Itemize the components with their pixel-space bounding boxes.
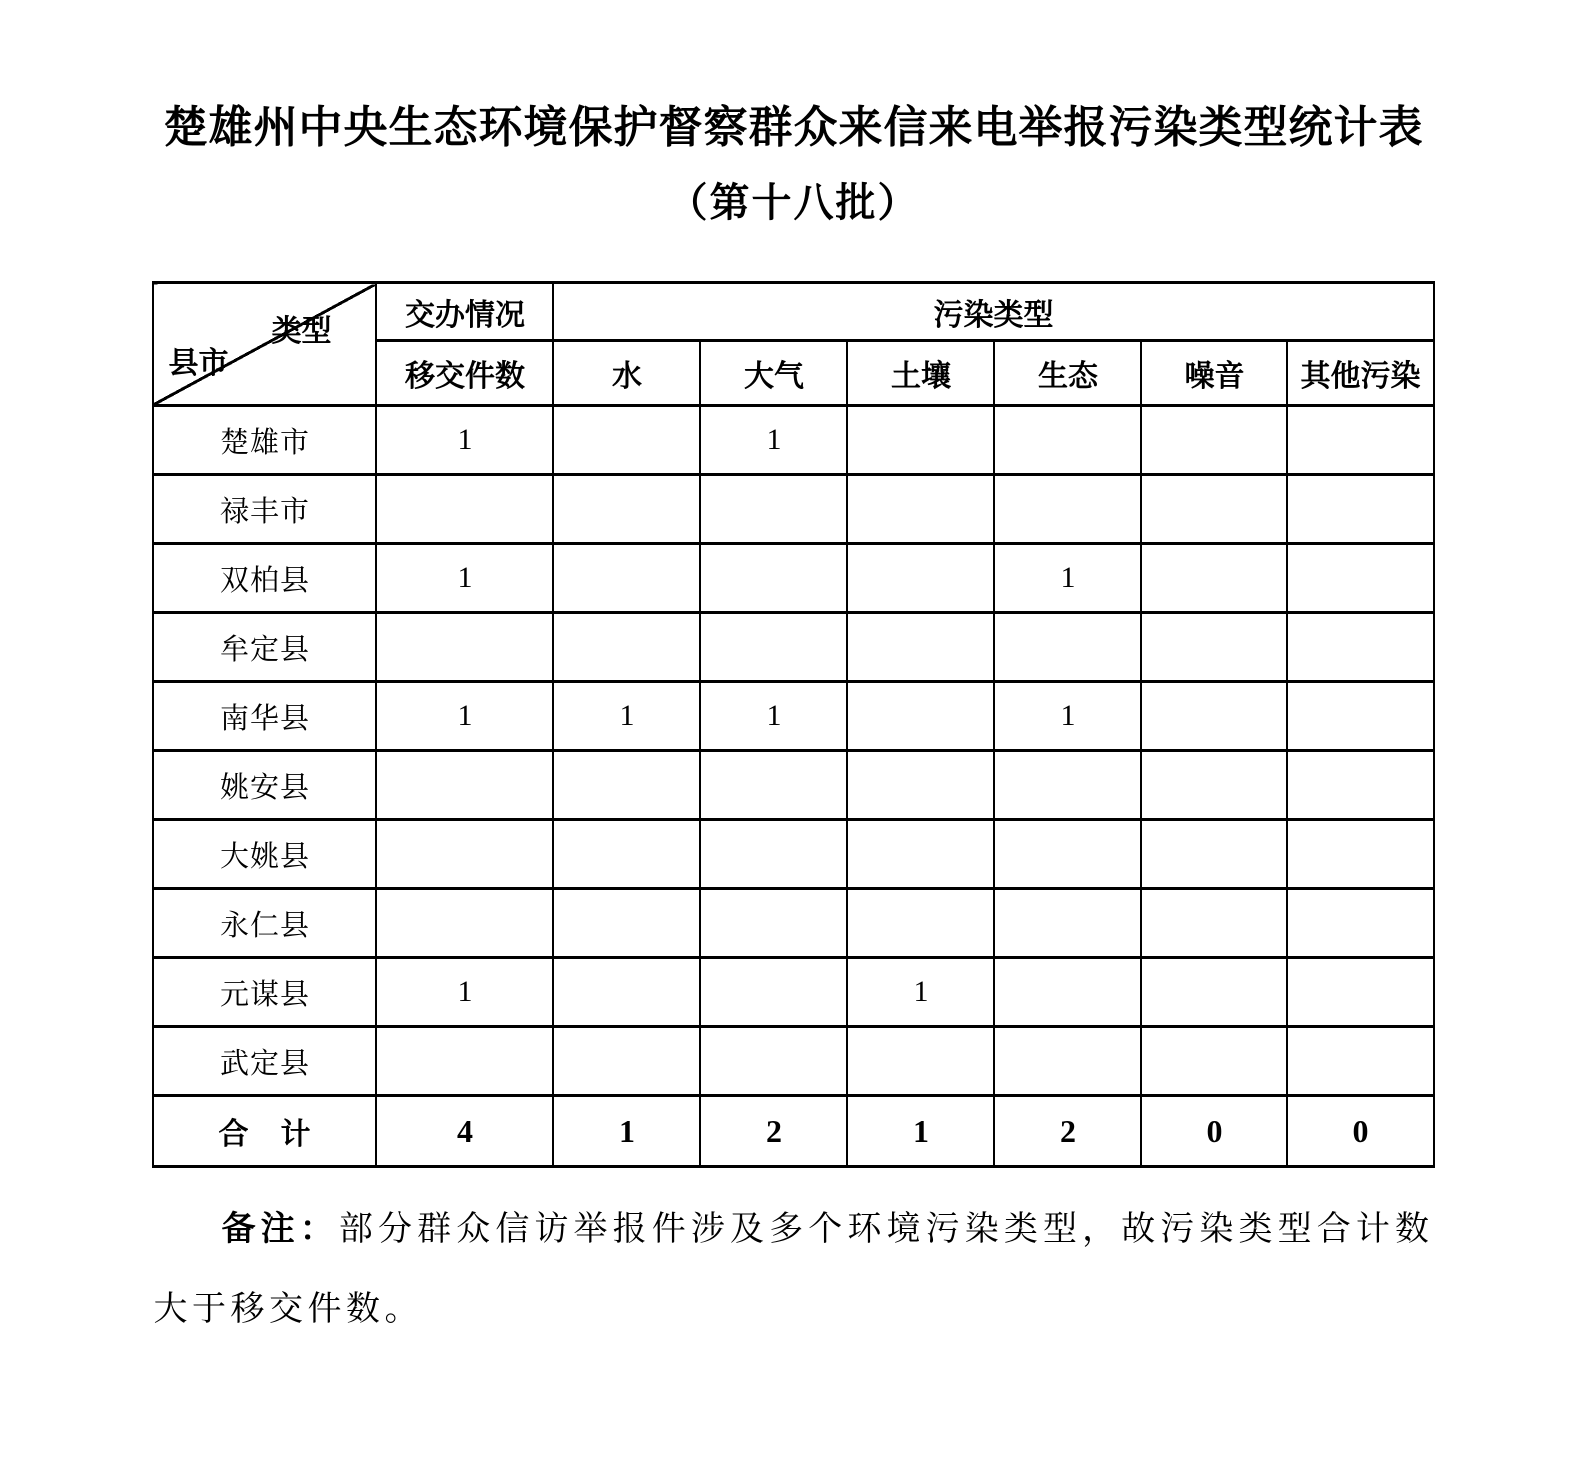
cell-value: [700, 820, 847, 889]
cell-value: [1141, 406, 1287, 475]
cell-value: [847, 475, 994, 544]
cell-value: [700, 475, 847, 544]
cell-value: [994, 820, 1141, 889]
cell-value: [847, 1027, 994, 1096]
cell-value: [1287, 475, 1433, 544]
cell-value: 2: [994, 1096, 1141, 1167]
cell-value: [1287, 751, 1433, 820]
column-header-6: 其他污染: [1287, 341, 1433, 406]
cell-value: 4: [376, 1096, 553, 1167]
cell-value: [553, 406, 700, 475]
corner-label-type: 类型: [271, 315, 332, 348]
cell-value: [700, 613, 847, 682]
cell-value: 1: [700, 682, 847, 751]
column-header-2: 大气: [700, 341, 847, 406]
cell-value: [553, 889, 700, 958]
cell-value: 1: [994, 544, 1141, 613]
total-row-label: 合 计: [153, 1096, 376, 1167]
cell-value: [700, 751, 847, 820]
cell-value: [847, 889, 994, 958]
cell-value: [1141, 820, 1287, 889]
cell-value: 1: [553, 682, 700, 751]
cell-value: [847, 613, 994, 682]
cell-value: [847, 682, 994, 751]
column-header-5: 噪音: [1141, 341, 1287, 406]
row-label: 元谋县: [153, 958, 376, 1027]
cell-value: [994, 889, 1141, 958]
footnote: [154, 1190, 1434, 1350]
column-header-4: 生态: [994, 341, 1141, 406]
row-label: 武定县: [153, 1027, 376, 1096]
cell-value: 1: [994, 682, 1141, 751]
cell-value: [847, 751, 994, 820]
table-row: [153, 544, 1433, 613]
cell-value: [553, 751, 700, 820]
table-row: [153, 751, 1433, 820]
document-page: [0, 100, 1587, 1483]
cell-value: [1287, 820, 1433, 889]
cell-value: [700, 958, 847, 1027]
table-row: [153, 475, 1433, 544]
cell-value: [553, 544, 700, 613]
cell-value: [1141, 1027, 1287, 1096]
table-row: [153, 1027, 1433, 1096]
cell-value: [553, 820, 700, 889]
row-label: 南华县: [153, 682, 376, 751]
cell-value: [376, 751, 553, 820]
cell-value: [1141, 613, 1287, 682]
cell-value: [994, 751, 1141, 820]
cell-value: [994, 475, 1141, 544]
cell-value: [847, 406, 994, 475]
total-row: [153, 1096, 1433, 1167]
header-pollution-group: 污染类型: [553, 283, 1433, 341]
table-row: [153, 682, 1433, 751]
cell-value: [700, 544, 847, 613]
corner-cell: [153, 283, 376, 406]
cell-value: [1141, 544, 1287, 613]
cell-value: [1141, 889, 1287, 958]
cell-value: [1141, 682, 1287, 751]
cell-value: [700, 1027, 847, 1096]
cell-value: [376, 820, 553, 889]
header-row-groups: [153, 283, 1433, 341]
cell-value: [1287, 889, 1433, 958]
cell-value: [994, 958, 1141, 1027]
column-header-1: 水: [553, 341, 700, 406]
cell-value: [553, 613, 700, 682]
cell-value: [553, 1027, 700, 1096]
table-row: [153, 820, 1433, 889]
cell-value: [553, 475, 700, 544]
cell-value: 1: [376, 544, 553, 613]
cell-value: [1141, 751, 1287, 820]
table-row: [153, 958, 1433, 1027]
cell-value: [376, 475, 553, 544]
cell-value: [1287, 613, 1433, 682]
cell-value: 1: [700, 406, 847, 475]
table-row: [153, 889, 1433, 958]
cell-value: 1: [553, 1096, 700, 1167]
cell-value: 1: [376, 958, 553, 1027]
corner-label-county: 县市: [168, 347, 229, 380]
cell-value: [1287, 958, 1433, 1027]
row-label: 永仁县: [153, 889, 376, 958]
column-header-3: 土壤: [847, 341, 994, 406]
cell-value: [376, 1027, 553, 1096]
cell-value: [994, 613, 1141, 682]
table-row: [153, 406, 1433, 475]
page-title: 楚雄州中央生态环境保护督察群众来信来电举报污染类型统计表: [163, 103, 1424, 152]
row-label: 禄丰市: [153, 475, 376, 544]
cell-value: 1: [376, 406, 553, 475]
cell-value: [1287, 1027, 1433, 1096]
cell-value: 1: [847, 1096, 994, 1167]
footnote-text: 部分群众信访举报件涉及多个环境污染类型，故污染类型合计数大于移交件数。: [153, 1211, 1434, 1328]
pollution-statistics-table: [152, 281, 1434, 1168]
cell-value: 0: [1141, 1096, 1287, 1167]
cell-value: [994, 406, 1141, 475]
cell-value: [994, 1027, 1141, 1096]
cell-value: [1287, 544, 1433, 613]
row-label: 双柏县: [153, 544, 376, 613]
table-row: [153, 613, 1433, 682]
footnote-label: 备注：: [221, 1211, 339, 1248]
cell-value: 1: [376, 682, 553, 751]
row-label: 大姚县: [153, 820, 376, 889]
column-header-0: 移交件数: [376, 341, 553, 406]
cell-value: [1287, 682, 1433, 751]
cell-value: 1: [847, 958, 994, 1027]
page-subtitle: （第十八批）: [667, 181, 920, 225]
cell-value: [553, 958, 700, 1027]
cell-value: [847, 820, 994, 889]
cell-value: [1287, 406, 1433, 475]
cell-value: [376, 613, 553, 682]
row-label: 姚安县: [153, 751, 376, 820]
cell-value: 0: [1287, 1096, 1433, 1167]
cell-value: [700, 889, 847, 958]
row-label: 楚雄市: [153, 406, 376, 475]
cell-value: [1141, 958, 1287, 1027]
header-handling-group: 交办情况: [376, 283, 553, 341]
cell-value: [376, 889, 553, 958]
row-label: 牟定县: [153, 613, 376, 682]
cell-value: 2: [700, 1096, 847, 1167]
cell-value: [1141, 475, 1287, 544]
cell-value: [847, 544, 994, 613]
